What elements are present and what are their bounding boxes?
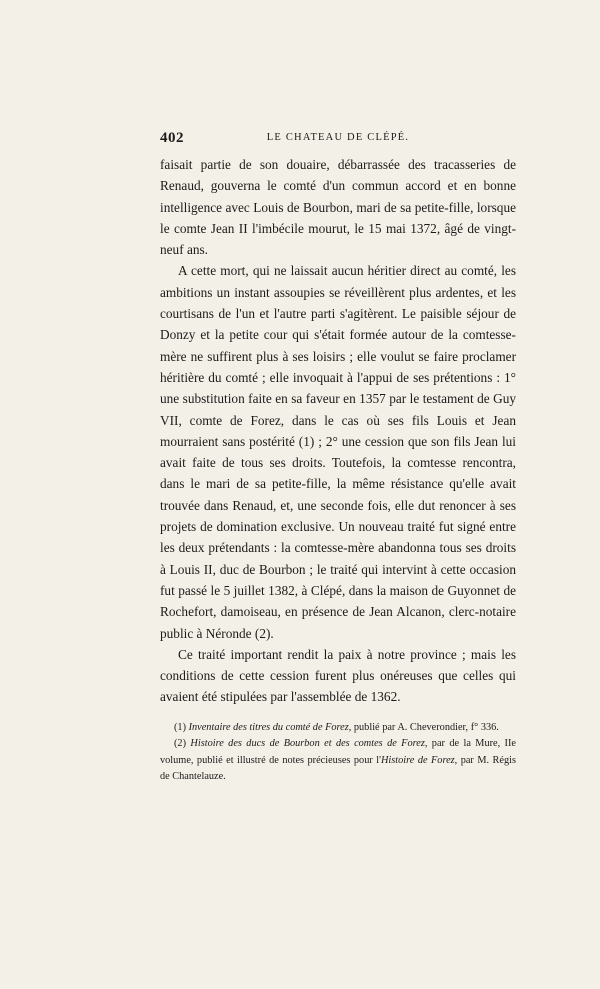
footnote-text: , par M. Régis de Chantelauze.	[160, 754, 516, 783]
body-text	[160, 154, 516, 708]
footnote-1	[160, 720, 516, 737]
running-head: LE CHATEAU DE CLÉPÉ.	[266, 132, 410, 143]
footnote-title: Histoire de Forez	[380, 754, 455, 766]
footnote-marker: (1)	[174, 721, 187, 733]
page-header	[160, 130, 516, 150]
footnote-title: Inventaire des titres du comté de Forez	[188, 721, 349, 733]
footnotes	[160, 720, 516, 786]
footnote-title: Histoire des ducs de Bourbon et des comtes de Forez	[190, 738, 425, 750]
footnote-text: , par de la Mure, IIe volume, publié et illustré de notes précieuses pour l'	[160, 738, 516, 766]
paragraph-continued: faisait partie de son douaire, débarrassée des tracasseries de Renaud, gouverna le comté d'un commun accord et en bonne intelligence avec Louis de Bourbon, mari de sa petite-fille, lorsque le comte Jean II l'imbécile mourut, le 15 mai 1372, âgé de vingt-neuf ans.	[160, 157, 516, 258]
paragraph: Ce traité important rendit la paix à notre province ; mais les conditions de cette cession furent plus onéreuses que celles qui avaient été stipulées par l'assemblée de 1362.	[160, 646, 516, 705]
footnote-text: , publié par A. Cheverondier, f° 336.	[348, 721, 499, 733]
footnote-marker: (2)	[174, 738, 187, 750]
paragraph: A cette mort, qui ne laissait aucun héritier direct au comté, les ambitions un instant assoupies se réveillèrent plus ardentes, et les courtisans de l'un et l'autre parti s'agitèrent. Le paisible séjour de Donzy et la petite cour qui s'était formée autour de la comtesse-mère ne suffirent plus à ses loisirs ; elle voulut se faire proclamer héritière du comté ; elle invoquait à l'appui de ses prétentions : 1° une substitution faite en sa faveur en 1357 par le testament de Guy VII, comte de Forez, dans le cas où ses fils Louis et Jean mourraient sans postérité (1) ; 2° une cession que son fils Jean lui avait faite de tous ses droits. Toutefois, la comtesse rencontra, dans le mari de sa petite-fille, la même résistance qu'elle avait trouvée dans Renaud, et, une seconde fois, elle dut renoncer à ses projets de domination exclusive. Un nouveau traité fut signé entre les deux prétendants : la comtesse-mère abandonna tous ses droits à Louis II, duc de Bourbon ; le traité qui intervint à cette occasion fut passé le 5 juillet 1382, à Clépé, dans la maison de Guyonnet de Rochefort, damoiseau, en présence de Jean Alcanon, clerc-notaire public à Néronde (2).	[160, 263, 516, 641]
page-number: 402	[160, 130, 184, 146]
book-page	[160, 130, 516, 786]
footnote-2	[160, 736, 516, 786]
